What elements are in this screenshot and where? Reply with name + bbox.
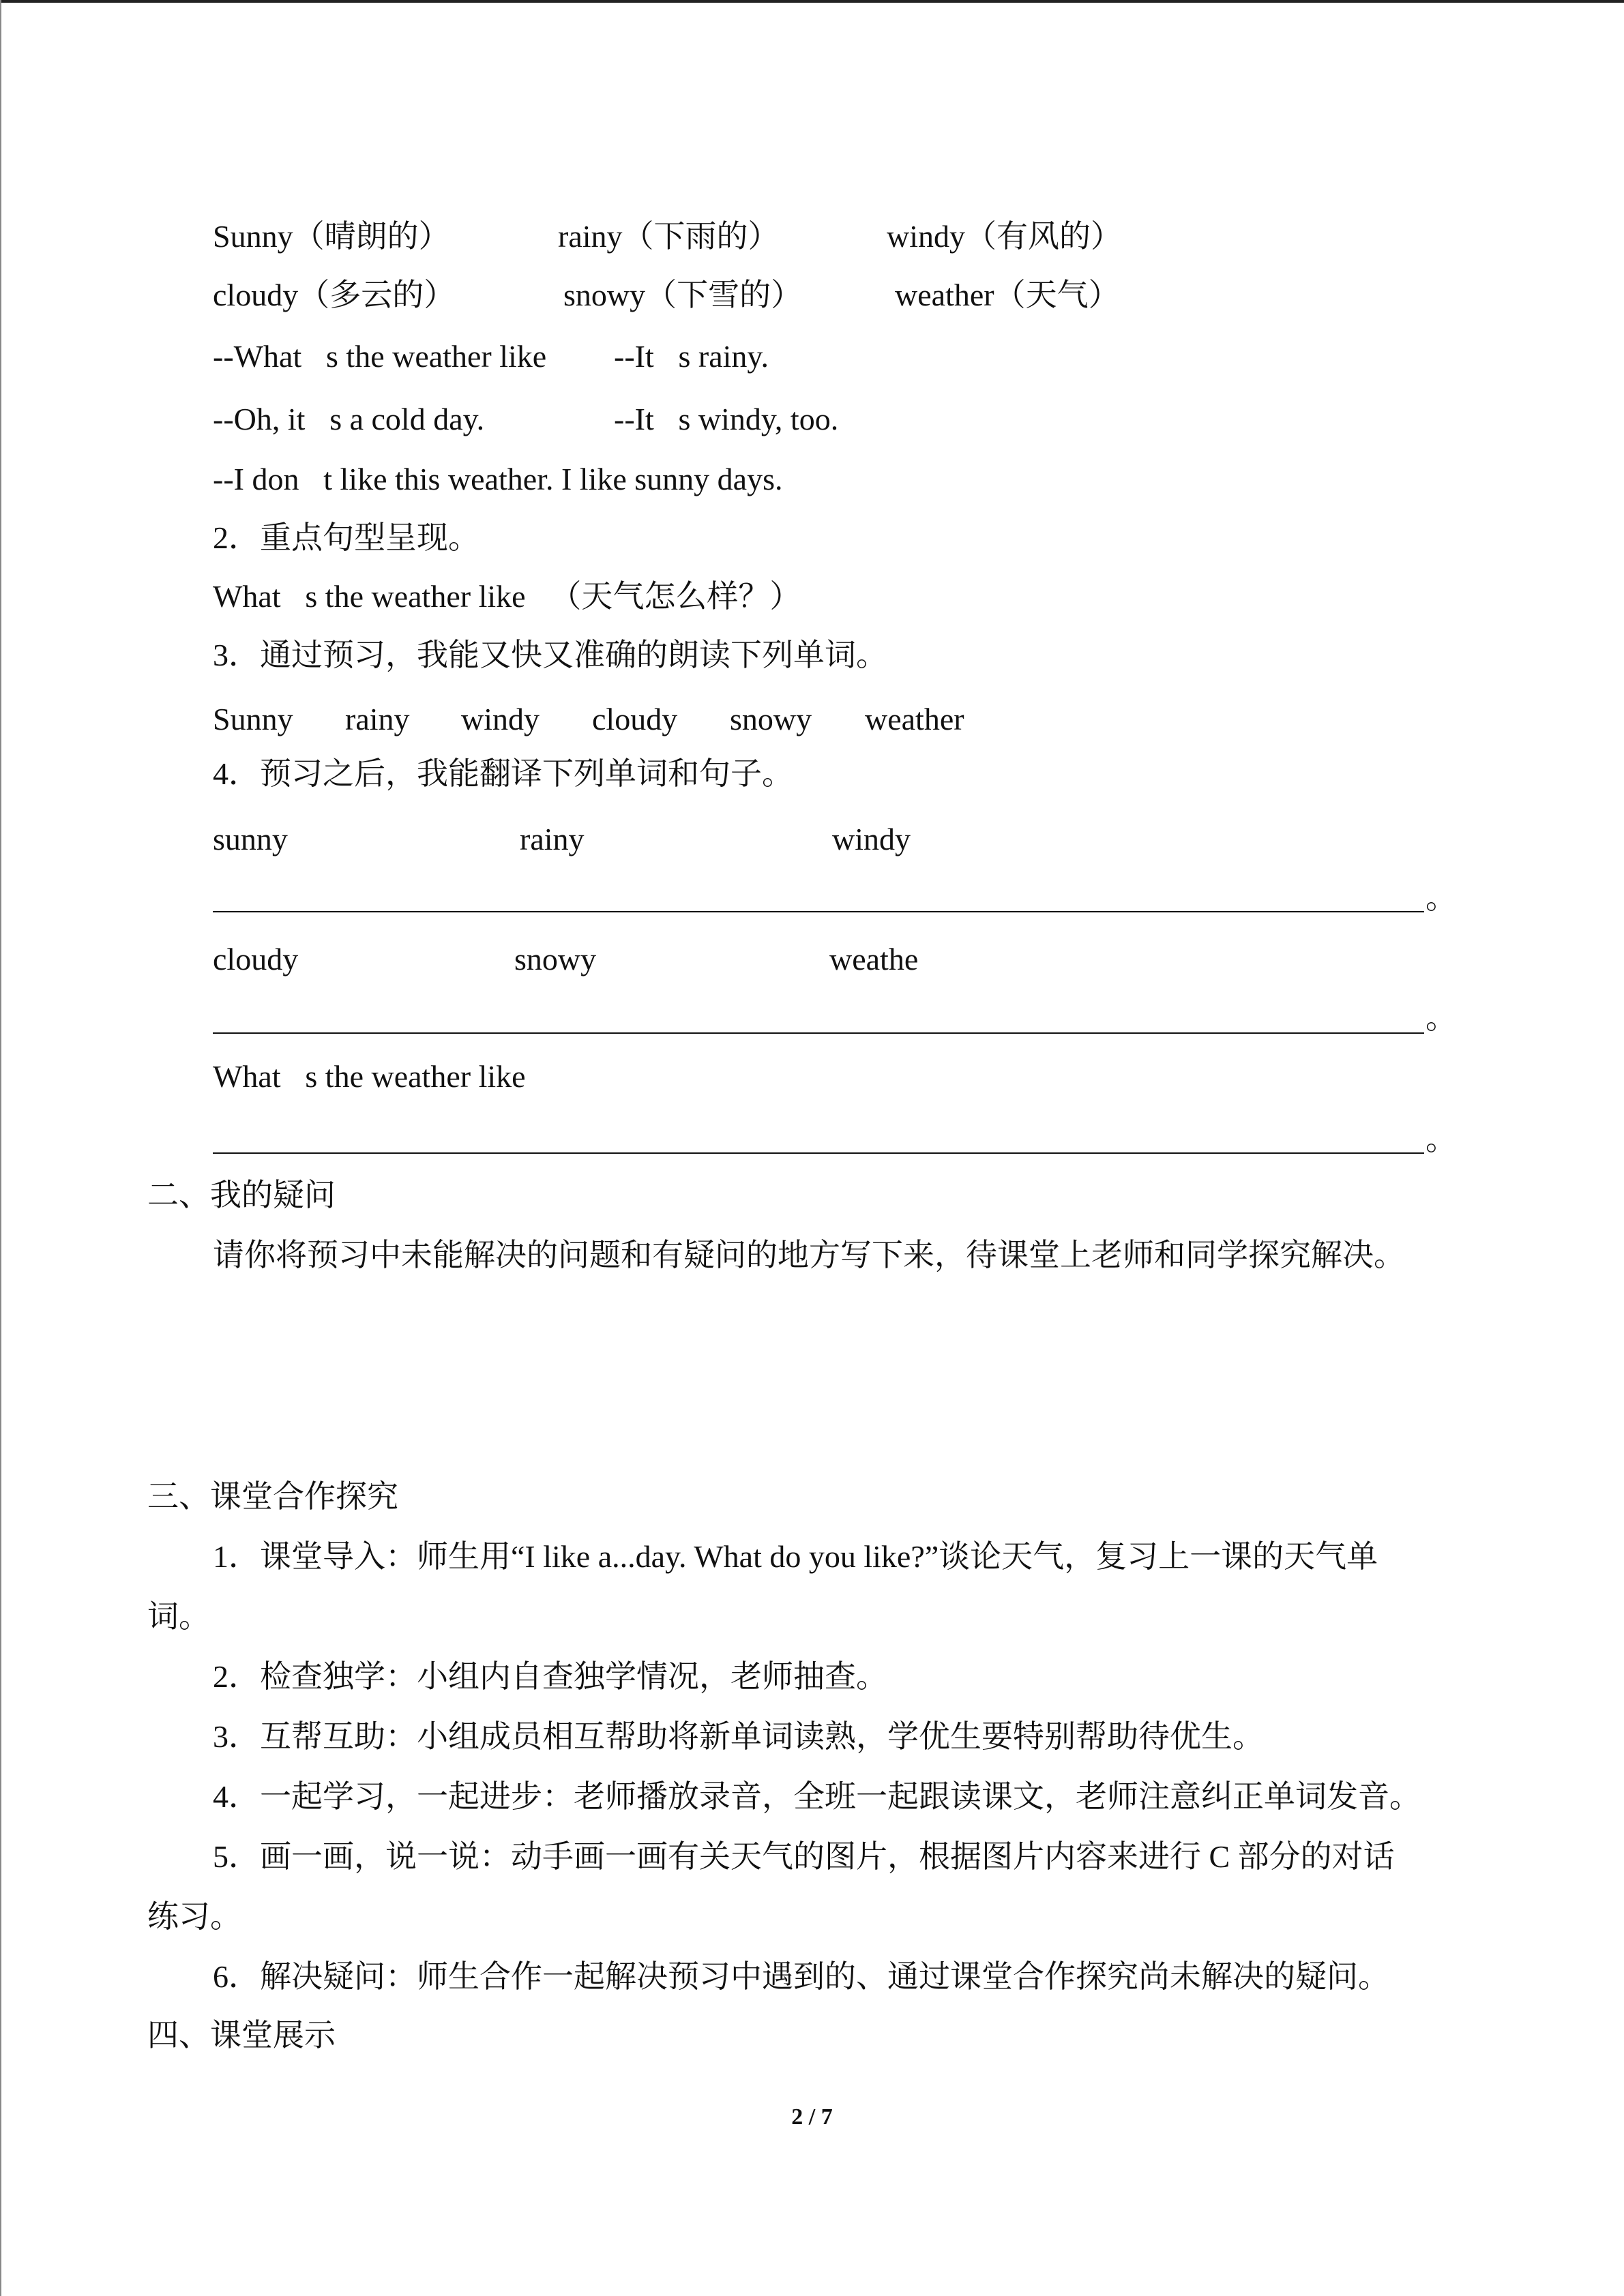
answer-period-3: 。 [1426, 1122, 1457, 1157]
item3-word-windy: windy [461, 702, 540, 736]
item3-word-rainy: rainy [345, 702, 410, 736]
item4-word-weathe: weathe [829, 942, 919, 976]
section2-body: 请你将预习中未能解决的问题和有疑问的地方写下来，待课堂上老师和同学探究解决。 [213, 1238, 1405, 1272]
answer-line-3[interactable] [213, 1152, 1424, 1154]
section3-item-5-cont: 练习。 [147, 1899, 241, 1934]
section3-title: 三、课堂合作探究 [147, 1479, 398, 1514]
vocab-windy: windy（有风的） [887, 219, 1122, 254]
page-number: 2 / 7 [791, 2104, 833, 2130]
page-top-border [0, 0, 1624, 3]
answer-line-1[interactable] [213, 911, 1424, 912]
item4-heading: 4．预习之后，我能翻译下列单词和句子。 [213, 756, 793, 791]
item2-heading: 2．重点句型呈现。 [213, 520, 479, 555]
item3-word-weather: weather [865, 702, 964, 736]
vocab-weather: weather（天气） [895, 278, 1120, 312]
section3-item-1-cont: 词。 [147, 1599, 210, 1634]
item2-sentence: What s the weather like？（天气怎么样？） [213, 579, 801, 614]
section2-title: 二、我的疑问 [147, 1178, 336, 1212]
section3-item-6: 6．解决疑问：师生合作一起解决预习中遇到的、通过课堂合作探究尚未解决的疑问。 [213, 1959, 1389, 1994]
answer-period-1: 。 [1426, 880, 1457, 915]
item4-word-windy: windy [832, 822, 911, 856]
answer-period-2: 。 [1426, 1000, 1457, 1035]
vocab-sunny: Sunny（晴朗的） [213, 219, 450, 254]
dialogue-line-2a: --Oh, it s a cold day. [213, 402, 485, 436]
section3-item-5: 5．画一画，说一说：动手画一画有关天气的图片，根据图片内容来进行 C 部分的对话 [213, 1839, 1395, 1874]
answer-line-2[interactable] [213, 1032, 1424, 1034]
vocab-rainy: rainy（下雨的） [558, 219, 780, 254]
dialogue-line-1a: --What s the weather like？ [213, 339, 571, 374]
section3-item-2: 2．检查独学：小组内自查独学情况，老师抽查。 [213, 1659, 887, 1694]
vocab-cloudy: cloudy（多云的） [213, 278, 456, 312]
item4-word-sunny: sunny [213, 822, 288, 856]
page-left-border [0, 0, 1, 2296]
item3-heading: 3．通过预习，我能又快又准确的朗读下列单词。 [213, 638, 887, 672]
section3-item-1: 1．课堂导入：师生用“I like a...day. What do you like?”谈论天气，复习上一课的天气单 [213, 1539, 1378, 1574]
item4-word-rainy: rainy [520, 822, 585, 856]
item3-word-cloudy: cloudy [592, 702, 678, 736]
section4-title: 四、课堂展示 [147, 2018, 336, 2053]
section3-item-4: 4．一起学习，一起进步：老师播放录音，全班一起跟读课文，老师注意纠正单词发音。 [213, 1779, 1421, 1814]
vocab-snowy: snowy（下雪的） [563, 278, 803, 312]
item3-word-snowy: snowy [730, 702, 812, 736]
section3-item-3: 3．互帮互助：小组成员相互帮助将新单词读熟，学优生要特别帮助待优生。 [213, 1719, 1264, 1754]
item3-word-sunny: Sunny [213, 702, 293, 736]
dialogue-line-1b: --It s rainy. [614, 339, 769, 374]
item4-word-cloudy: cloudy [213, 942, 299, 976]
dialogue-line-3: --I don t like this weather. I like sunny days. [213, 462, 783, 496]
dialogue-line-2b: --It s windy, too. [614, 402, 839, 436]
item4-word-snowy: snowy [514, 942, 597, 976]
item4-sentence: What s the weather like？ [213, 1059, 550, 1094]
